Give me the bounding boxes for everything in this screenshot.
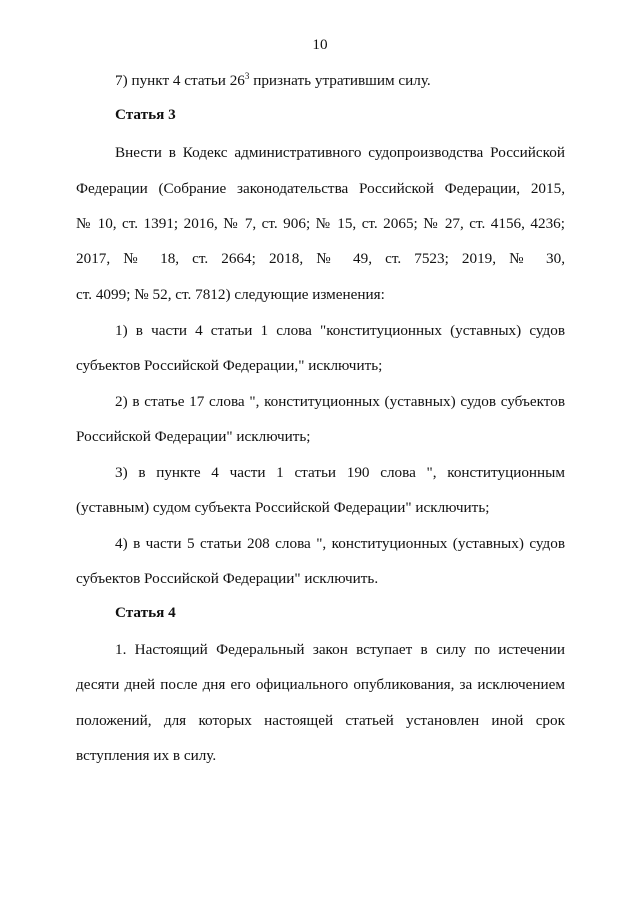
article-3-item-1-line: 1) в части 4 статьи 1 слова "конституционных (уставных) судов bbox=[115, 322, 565, 339]
article-3-intro-line: 2017, № 18, ст. 2664; 2018, № 49, ст. 7523; 2019, № 30, bbox=[76, 250, 565, 267]
article-4-heading: Статья 4 bbox=[115, 604, 176, 621]
article-3-intro-line: Федерации (Собрание законодательства Российской Федерации, 2015, bbox=[76, 180, 565, 197]
item-7-text-end: признать утратившим силу. bbox=[249, 72, 431, 89]
article-3-intro-line: Внести в Кодекс административного судопроизводства Российской bbox=[115, 144, 565, 161]
article-3-item-3-line: 3) в пункте 4 части 1 статьи 190 слова ", конституционным bbox=[115, 464, 565, 481]
article-3-item-2-line: 2) в статье 17 слова ", конституционных (уставных) судов субъектов bbox=[115, 393, 565, 410]
article-3-item-3-line: (уставным) судом субъекта Российской Федерации" исключить; bbox=[76, 499, 490, 516]
item-7-text: 7) пункт 4 статьи 26 bbox=[115, 72, 245, 89]
article-4-line: положений, для которых настоящей статьей установлен иной срок bbox=[76, 712, 565, 729]
article-4-line: десяти дней после дня его официального опубликования, за исключением bbox=[76, 676, 565, 693]
article-3-item-4-line: субъектов Российской Федерации" исключить. bbox=[76, 570, 379, 587]
article-3-intro-line: № 10, ст. 1391; 2016, № 7, ст. 906; № 15, ст. 2065; № 27, ст. 4156, 4236; bbox=[76, 215, 565, 232]
article-3-item-1-line: субъектов Российской Федерации," исключить; bbox=[76, 357, 383, 374]
item-7-superscript: 3 bbox=[244, 71, 250, 81]
item-7 bbox=[115, 72, 431, 90]
article-3-intro-line: ст. 4099; № 52, ст. 7812) следующие изменения: bbox=[76, 286, 385, 303]
page-number: 10 bbox=[312, 36, 328, 53]
article-4-line: вступления их в силу. bbox=[76, 747, 217, 764]
article-4-line: 1. Настоящий Федеральный закон вступает в силу по истечении bbox=[115, 641, 565, 658]
article-3-item-2-line: Российской Федерации" исключить; bbox=[76, 428, 311, 445]
article-3-heading: Статья 3 bbox=[115, 106, 176, 123]
article-3-item-4-line: 4) в части 5 статьи 208 слова ", конституционных (уставных) судов bbox=[115, 535, 565, 552]
